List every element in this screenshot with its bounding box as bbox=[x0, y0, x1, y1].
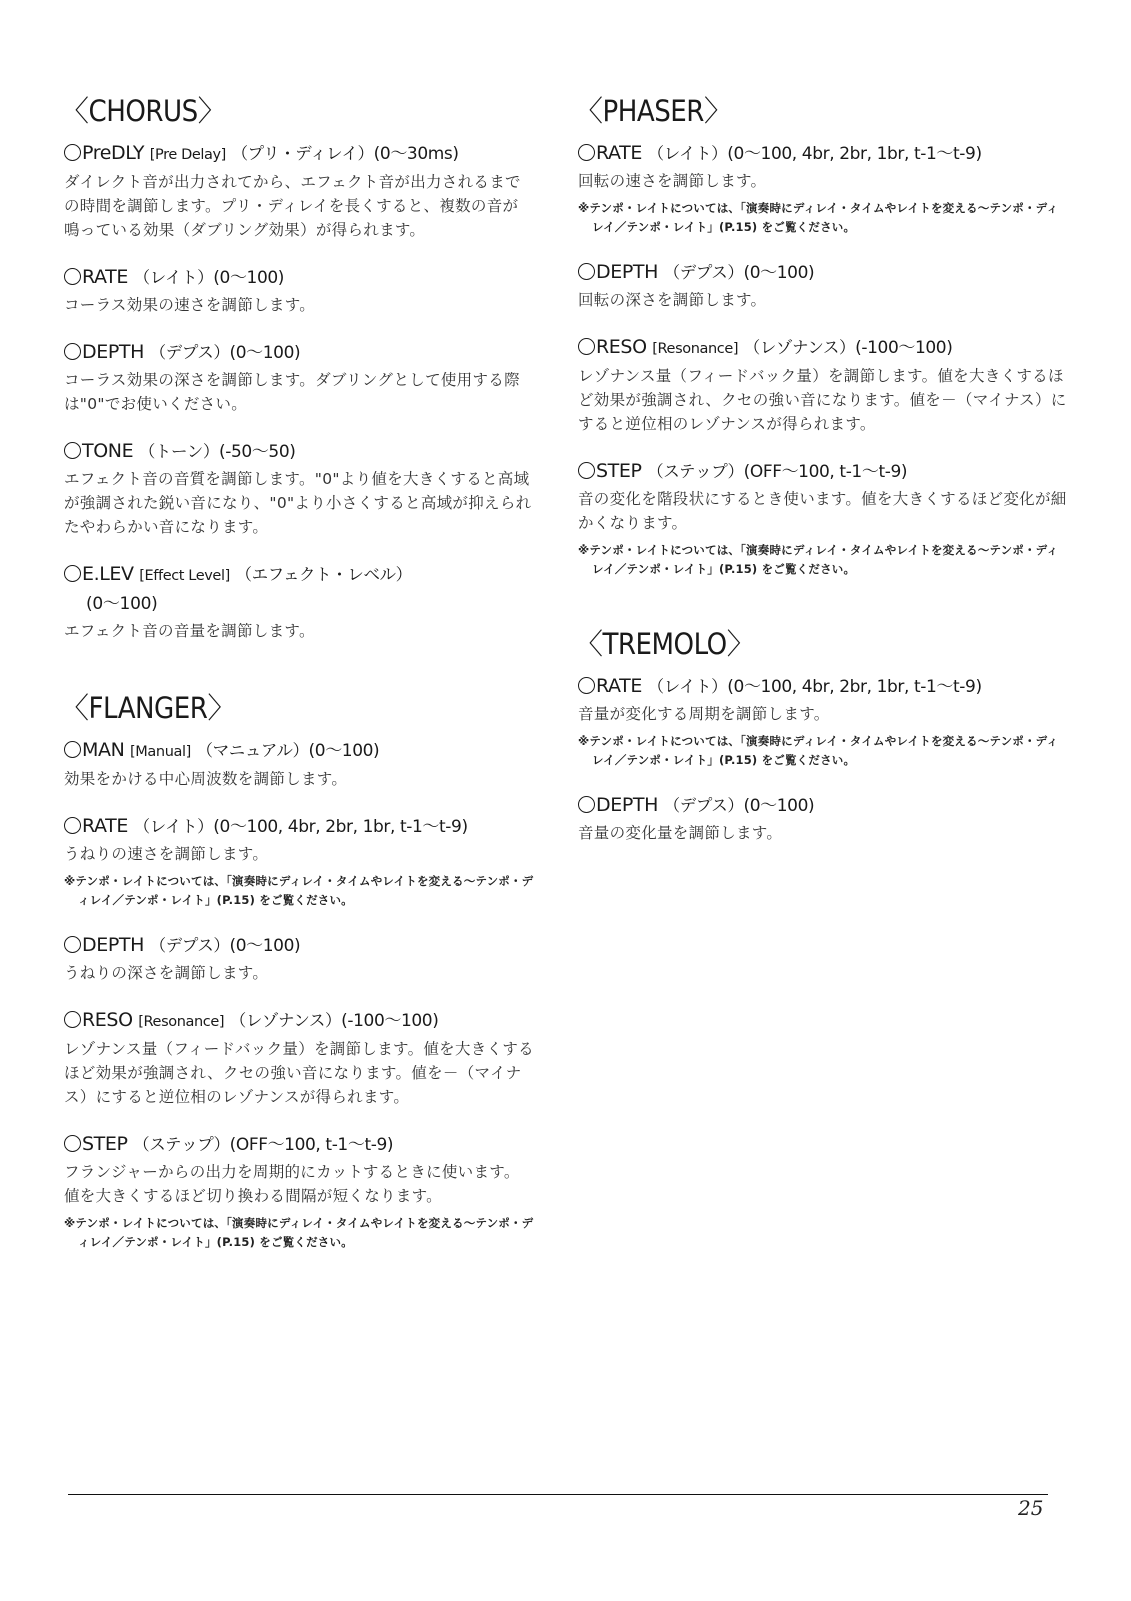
param-heading bbox=[64, 561, 534, 589]
param-heading bbox=[64, 1007, 534, 1035]
circle-bullet-icon bbox=[578, 144, 595, 161]
param-heading bbox=[578, 792, 1068, 819]
param-heading bbox=[64, 1131, 534, 1158]
param-name: DEPTH bbox=[82, 934, 144, 956]
param-japanese: （レイト） bbox=[647, 144, 728, 163]
phaser-section bbox=[574, 92, 1068, 579]
flanger-man bbox=[64, 737, 534, 791]
chorus-tone bbox=[64, 438, 534, 539]
param-english: [Resonance] bbox=[652, 341, 739, 357]
param-range: (0〜100) bbox=[86, 594, 158, 614]
param-range: (0〜100) bbox=[229, 343, 301, 363]
flanger-depth bbox=[64, 932, 534, 985]
tempo-rate-note: ※テンポ・レイトについては、「演奏時にディレイ・タイムやレイトを変える〜テンポ・ディレイ／テンポ・レイト」(P.15) をご覧ください。 bbox=[578, 201, 1059, 234]
param-range: (0〜100) bbox=[229, 936, 301, 956]
param-japanese: （エフェクト・レベル） bbox=[235, 565, 412, 584]
chorus-elev bbox=[64, 561, 534, 643]
circle-bullet-icon bbox=[578, 677, 595, 694]
footer-rule bbox=[68, 1494, 1048, 1495]
param-description: レゾナンス量（フィードバック量）を調節します。値を大きくするほど効果が強調され、クセの強い音になります。値を－（マイナス）にすると逆位相のレゾナンスが得られます。 bbox=[64, 1040, 534, 1106]
circle-bullet-icon bbox=[64, 268, 81, 285]
param-heading bbox=[64, 140, 534, 168]
param-name: E.LEV bbox=[82, 563, 134, 585]
param-japanese: （レイト） bbox=[133, 268, 214, 287]
circle-bullet-icon bbox=[64, 1011, 81, 1028]
param-description: 効果をかける中心周波数を調節します。 bbox=[64, 770, 348, 788]
param-description: うねりの深さを調節します。 bbox=[64, 964, 269, 982]
tremolo-section bbox=[574, 625, 1068, 845]
param-japanese: （マニュアル） bbox=[196, 741, 309, 760]
param-range: (0〜100) bbox=[308, 741, 380, 761]
param-description: 回転の速さを調節します。 bbox=[578, 172, 767, 190]
chorus-title: 〈CHORUS〉 bbox=[60, 94, 227, 128]
param-heading bbox=[64, 813, 534, 840]
param-range: (0〜100, 4br, 2br, 1br, t-1〜t-9) bbox=[727, 677, 982, 697]
chorus-rate bbox=[64, 264, 534, 317]
phaser-step bbox=[578, 458, 1068, 579]
param-japanese: （デプス） bbox=[149, 936, 230, 955]
circle-bullet-icon bbox=[578, 338, 595, 355]
param-description: 音の変化を階段状にするとき使います。値を大きくするほど変化が細かくなります。 bbox=[578, 490, 1067, 532]
param-japanese: （レイト） bbox=[647, 677, 728, 696]
tremolo-title: 〈TREMOLO〉 bbox=[574, 627, 756, 661]
param-japanese: （トーン） bbox=[138, 442, 219, 461]
flanger-step bbox=[64, 1131, 534, 1252]
tremolo-depth bbox=[578, 792, 1068, 845]
flanger-title: 〈FLANGER〉 bbox=[60, 691, 236, 725]
param-japanese: （レイト） bbox=[133, 817, 214, 836]
param-description: 音量が変化する周期を調節します。 bbox=[578, 705, 830, 723]
param-japanese: （ステップ） bbox=[647, 462, 744, 481]
param-heading bbox=[578, 259, 1068, 286]
page-number: 25 bbox=[1018, 1496, 1044, 1520]
circle-bullet-icon bbox=[64, 442, 81, 459]
param-description: 回転の深さを調節します。 bbox=[578, 291, 767, 309]
param-name: DEPTH bbox=[82, 341, 144, 363]
tempo-rate-note: ※テンポ・レイトについては、「演奏時にディレイ・タイムやレイトを変える〜テンポ・ディレイ／テンポ・レイト」(P.15) をご覧ください。 bbox=[64, 1216, 534, 1249]
param-name: STEP bbox=[596, 460, 642, 482]
chorus-predly bbox=[64, 140, 534, 242]
param-english: [Manual] bbox=[130, 744, 191, 760]
param-range: (0〜100) bbox=[743, 263, 815, 283]
param-heading bbox=[578, 334, 1068, 362]
param-japanese: （デプス） bbox=[149, 343, 230, 362]
tempo-rate-note: ※テンポ・レイトについては、「演奏時にディレイ・タイムやレイトを変える〜テンポ・ディレイ／テンポ・レイト」(P.15) をご覧ください。 bbox=[578, 543, 1059, 576]
param-range: (0〜100) bbox=[213, 268, 285, 288]
param-name: RATE bbox=[82, 815, 128, 837]
param-english: [Resonance] bbox=[138, 1014, 225, 1030]
param-range: (OFF〜100, t-1〜t-9) bbox=[743, 462, 908, 482]
param-japanese: （プリ・ディレイ） bbox=[231, 144, 374, 163]
param-name: MAN bbox=[82, 739, 125, 761]
param-japanese: （デプス） bbox=[663, 263, 744, 282]
circle-bullet-icon bbox=[64, 565, 81, 582]
circle-bullet-icon bbox=[578, 462, 595, 479]
circle-bullet-icon bbox=[64, 741, 81, 758]
chorus-depth bbox=[64, 339, 534, 416]
phaser-depth bbox=[578, 259, 1068, 312]
param-name: RATE bbox=[596, 675, 642, 697]
circle-bullet-icon bbox=[64, 1135, 81, 1152]
param-name: RESO bbox=[596, 336, 647, 358]
param-range: (0〜30ms) bbox=[373, 144, 459, 164]
param-name: RATE bbox=[82, 266, 128, 288]
phaser-reso bbox=[578, 334, 1068, 436]
param-name: DEPTH bbox=[596, 261, 658, 283]
circle-bullet-icon bbox=[64, 144, 81, 161]
param-name: DEPTH bbox=[596, 794, 658, 816]
param-japanese: （ステップ） bbox=[133, 1135, 230, 1154]
param-japanese: （デプス） bbox=[663, 796, 744, 815]
tempo-rate-note: ※テンポ・レイトについては、「演奏時にディレイ・タイムやレイトを変える〜テンポ・ディレイ／テンポ・レイト」(P.15) をご覧ください。 bbox=[64, 874, 534, 907]
param-english: [Pre Delay] bbox=[149, 147, 226, 163]
circle-bullet-icon bbox=[578, 796, 595, 813]
param-range: (0〜100) bbox=[743, 796, 815, 816]
param-heading bbox=[578, 458, 1068, 485]
chorus-section bbox=[60, 92, 534, 643]
circle-bullet-icon bbox=[64, 936, 81, 953]
param-description: コーラス効果の深さを調節します。ダブリングとして使用する際は"0"でお使いください。 bbox=[64, 371, 520, 413]
param-range: (-50〜50) bbox=[219, 442, 296, 462]
param-range: (0〜100, 4br, 2br, 1br, t-1〜t-9) bbox=[727, 144, 982, 164]
circle-bullet-icon bbox=[578, 263, 595, 280]
param-range: (-100〜100) bbox=[341, 1011, 439, 1031]
circle-bullet-icon bbox=[64, 817, 81, 834]
circle-bullet-icon bbox=[64, 343, 81, 360]
param-description: 音量の変化量を調節します。 bbox=[578, 824, 783, 842]
param-japanese: （レゾナンス） bbox=[229, 1011, 342, 1030]
param-english: [Effect Level] bbox=[139, 568, 230, 584]
param-description: フランジャーからの出力を周期的にカットするときに使います。値を大きくするほど切り換わる間隔が短くなります。 bbox=[64, 1163, 520, 1205]
param-range: (0〜100, 4br, 2br, 1br, t-1〜t-9) bbox=[213, 817, 468, 837]
param-heading bbox=[64, 264, 534, 291]
param-description: エフェクト音の音質を調節します。"0"より値を大きくすると高域が強調された鋭い音になり、"0"より小さくすると高域が抑えられたやわらかい音になります。 bbox=[64, 470, 532, 536]
param-heading bbox=[578, 673, 1068, 700]
param-name: RATE bbox=[596, 142, 642, 164]
param-name: TONE bbox=[82, 440, 134, 462]
flanger-section bbox=[60, 689, 534, 1252]
param-heading bbox=[578, 140, 1068, 167]
param-name: STEP bbox=[82, 1133, 128, 1155]
phaser-title: 〈PHASER〉 bbox=[574, 94, 733, 128]
param-japanese: （レゾナンス） bbox=[743, 338, 856, 357]
param-heading bbox=[64, 932, 534, 959]
flanger-rate bbox=[64, 813, 534, 910]
param-range: (-100〜100) bbox=[855, 338, 953, 358]
left-column bbox=[60, 92, 534, 1274]
param-description: ダイレクト音が出力されてから、エフェクト音が出力されるまでの時間を調節します。プリ・ディレイを長くすると、複数の音が鳴っている効果（ダブリング効果）が得られます。 bbox=[64, 173, 521, 239]
param-name: PreDLY bbox=[82, 142, 145, 164]
param-heading bbox=[64, 339, 534, 366]
param-heading bbox=[64, 737, 534, 765]
tempo-rate-note: ※テンポ・レイトについては、「演奏時にディレイ・タイムやレイトを変える〜テンポ・ディレイ／テンポ・レイト」(P.15) をご覧ください。 bbox=[578, 734, 1059, 767]
tremolo-rate bbox=[578, 673, 1068, 770]
phaser-rate bbox=[578, 140, 1068, 237]
param-description: エフェクト音の音量を調節します。 bbox=[64, 622, 315, 640]
param-heading bbox=[64, 438, 534, 465]
flanger-reso bbox=[64, 1007, 534, 1109]
param-description: レゾナンス量（フィードバック量）を調節します。値を大きくするほど効果が強調され、クセの強い音になります。値を－（マイナス）にすると逆位相のレゾナンスが得られます。 bbox=[578, 367, 1067, 433]
param-description: うねりの速さを調節します。 bbox=[64, 845, 269, 863]
param-name: RESO bbox=[82, 1009, 133, 1031]
param-range: (OFF〜100, t-1〜t-9) bbox=[229, 1135, 394, 1155]
param-description: コーラス効果の速さを調節します。 bbox=[64, 296, 316, 314]
right-column bbox=[574, 92, 1068, 867]
